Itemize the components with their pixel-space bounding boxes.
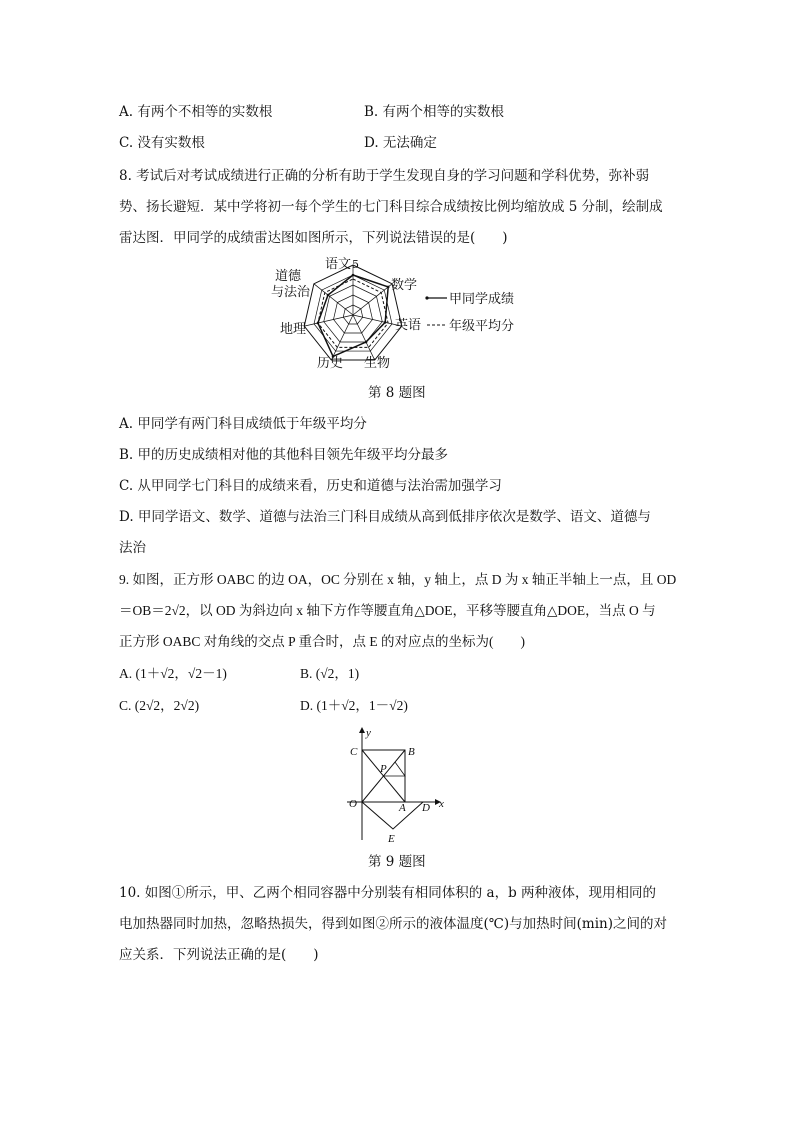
legend-student-dot — [425, 296, 428, 299]
label-y: y — [366, 727, 371, 739]
q10-stem-line3: 应关系．下列说法正确的是( ) — [119, 947, 319, 963]
q10-stem-line2: 电加热器同时加热，忽略热损失，得到如图②所示的液体温度(℃)与加热时间(min)之间的对 — [119, 916, 667, 932]
label-dili: 地理 — [280, 322, 307, 337]
series-student-point — [387, 286, 390, 289]
label-max-tick: 5 — [352, 258, 359, 271]
q7-option-b: B. 有两个相等的实数根 — [364, 104, 505, 120]
label-o: O — [349, 798, 357, 810]
q8-stem-line2: 势、扬长避短．某中学将初一每个学生的七门科目综合成绩按比例均缩放成 5 分制，绘制成 — [119, 199, 663, 215]
q8-stem-line1: 8. 考试后对考试成绩进行正确的分析有助于学生发现自身的学习问题和学科优势，弥补弱 — [119, 168, 650, 184]
q10-stem-line1: 10. 如图①所示，甲、乙两个相同容器中分别装有相同体积的 a，b 两种液体，现用相同的 — [119, 885, 657, 901]
label-yingyu: 英语 — [395, 318, 422, 333]
label-a: A — [399, 802, 406, 814]
geometry-figure — [335, 722, 455, 848]
q7-option-c: C. 没有实数根 — [119, 135, 205, 151]
series-student-point — [365, 341, 368, 344]
series-student-point — [384, 321, 387, 324]
legend-avg: 年级平均分 — [449, 319, 515, 334]
label-c: C — [350, 746, 358, 758]
q7-option-a: A. 有两个不相等的实数根 — [119, 104, 273, 120]
q9-figure-caption: 第 9 题图 — [368, 854, 426, 870]
label-b: B — [408, 746, 415, 758]
q9-option-d: D. (1＋√2，1－√2) — [300, 698, 408, 713]
q8-option-d-line1: D. 甲同学语文、数学、道德与法治三门科目成绩从高到低排序依次是数学、语文、道德与 — [119, 509, 651, 525]
label-daode-line1: 道德 — [275, 269, 302, 284]
q9-stem-line3: 正方形 OABC 对角线的交点 P 重合时，点 E 的对应点的坐标为( ) — [119, 634, 526, 649]
label-daode-line2: 与法治 — [271, 285, 311, 300]
label-shuxue: 数学 — [391, 278, 418, 293]
q9-stem-line1: 9. 如图，正方形 OABC 的边 OA，OC 分别在 x 轴，y 轴上，点 D 为 x 轴正半轴上一点，且 OD — [119, 572, 677, 587]
label-yuwen: 语文 — [325, 257, 352, 272]
q8-option-c: C. 从甲同学七门科目的成绩来看，历史和道德与法治需加强学习 — [119, 478, 502, 494]
radar-chart — [260, 252, 550, 380]
q8-stem-line3: 雷达图．甲同学的成绩雷达图如图所示，下列说法错误的是( ) — [119, 230, 508, 246]
q9-option-a: A. (1＋√2，√2－1) — [119, 666, 227, 681]
q8-option-b: B. 甲的历史成绩相对他的其他科目领先年级平均分最多 — [119, 447, 449, 463]
q8-figure-caption: 第 8 题图 — [368, 385, 426, 401]
label-d: D — [422, 802, 430, 814]
radar-spoke — [331, 315, 353, 360]
q9-option-c: C. (2√2，2√2) — [119, 698, 200, 713]
series-student-point — [327, 294, 330, 297]
series-student-point — [352, 274, 355, 277]
label-lishi: 历史 — [317, 356, 344, 371]
q9-option-b: B. (√2，1) — [300, 666, 360, 681]
q8-option-a: A. 甲同学有两门科目成绩低于年级平均分 — [119, 416, 367, 432]
q9-stem-line2: ＝OB＝2√2，以 OD 为斜边向 x 轴下方作等腰直角△DOE，平移等腰直角△DOE，当点 O 与 — [119, 603, 656, 618]
label-x: x — [439, 798, 444, 810]
triangle-doe — [362, 802, 423, 829]
q8-option-d-line2: 法治 — [119, 540, 146, 556]
label-shengwu: 生物 — [364, 356, 391, 371]
q7-option-d: D. 无法确定 — [364, 135, 437, 151]
legend-student: 甲同学成绩 — [449, 292, 515, 307]
label-e: E — [388, 833, 395, 845]
label-p: P — [380, 763, 387, 775]
